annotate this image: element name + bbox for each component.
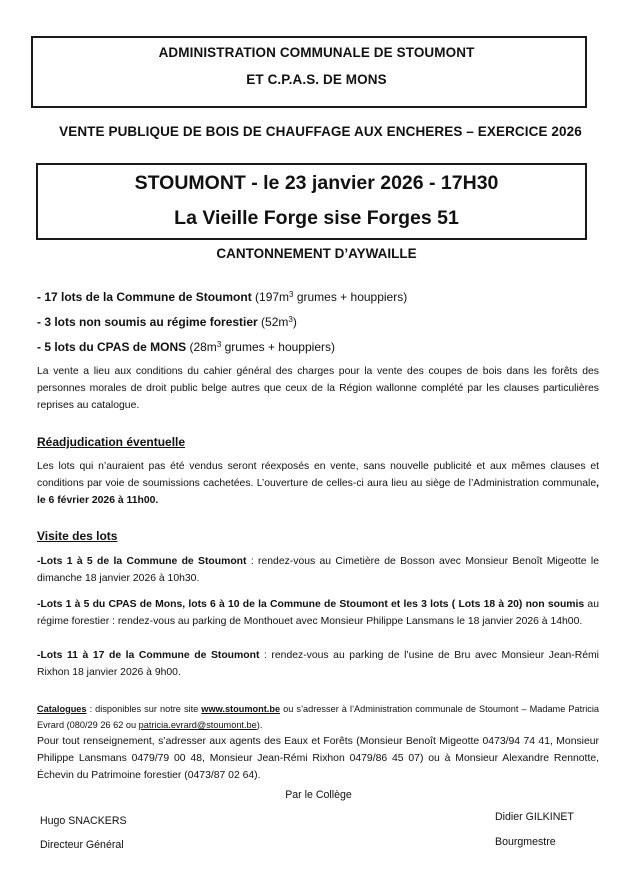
signature-left-name: Hugo SNACKERS [40, 815, 127, 827]
lot-item: - 3 lots non soumis au régime forestier $(52m^3)$ [37, 315, 297, 329]
email-link[interactable]: patricia.evrard@stoumont.be [138, 720, 257, 730]
event-location: La Vieille Forge sise Forges 51 [174, 207, 459, 229]
readjudication-heading: Réadjudication éventuelle [37, 435, 186, 449]
page-title: VENTE PUBLIQUE DE BOIS DE CHAUFFAGE AUX ENCHERES – EXERCICE 2026 [59, 124, 582, 139]
cantonnement: CANTONNEMENT D’AYWAILLE [216, 246, 417, 261]
lot-item: - 17 lots de la Commune de Stoumont ($197m^3$ grumes + houppiers) [37, 290, 408, 304]
website-link[interactable]: www.stoumont.be [201, 704, 281, 714]
signature-right-title: Bourgmestre [495, 836, 556, 848]
signature-by: Par le Collège [285, 789, 352, 801]
conditions-paragraph: La vente a lieu aux conditions du cahier général des charges pour la vente des coupes de bois dans les forêts des personnes morales de droit public belge autres que ceux de la Région wallonne complété par les clauses particulières reprises au catalogue. [37, 366, 599, 411]
header-line-1: ADMINISTRATION COMMUNALE DE STOUMONT [158, 45, 475, 60]
readjudication-paragraph: Les lots qui n’auraient pas été vendus seront réexposés en vente, sans nouvelle publicité et aux mêmes clauses et conditions par voie de soumissions cachetées. L’ouverture de celles-ci aura lieu au siège de l’Administration communale, le 6 février 2026 à 11h00. [37, 461, 599, 506]
signature-right-name: Didier GILKINET [495, 811, 574, 823]
event-date: STOUMONT - le 23 janvier 2026 - 17H30 [134, 172, 499, 194]
visit-item: -Lots 1 à 5 du CPAS de Mons, lots 6 à 10 de la Commune de Stoumont et les 3 lots ( Lots 18 à 20) non soumis au régime forestier : rendez-vous au parking de Monthouet avec Monsieur Philippe Lansmans le 18 janvier 2026 à 14h00. [37, 599, 599, 627]
catalogues-label: Catalogues [37, 704, 87, 714]
lot-item-bold: - 5 lots du CPAS de MONS [37, 340, 187, 354]
catalogues-paragraph: Catalogues : disponibles sur notre site www.stoumont.be ou s’adresser à l’Administration communale de Stoumont – Madame Patricia Evrard (080/29 26 62 ou patricia.evrard@stoumont.be). [37, 704, 599, 730]
visit-item: -Lots 1 à 5 de la Commune de Stoumont : rendez-vous au Cimetière de Bosson avec Monsieur Benoît Migeotte le dimanche 18 janvier 2026 à 10h30. [37, 556, 599, 584]
info-paragraph: Pour tout renseignement, s’adresser aux agents des Eaux et Forêts (Monsieur Benoît Migeotte 0473/94 74 41, Monsieur Philippe Lansmans 0479/79 00 48, Monsieur Jean-Rémi Rixhon 0479/86 45 07) ou à Monsieur Alexandre Rennotte, Échevin du Patrimoine forestier (0473/87 02 64). [37, 736, 599, 781]
visit-item: -Lots 11 à 17 de la Commune de Stoumont : rendez-vous au parking de l’usine de Bru avec Monsieur Jean-Rémi Rixhon 18 janvier 2026 à 9h00. [37, 650, 599, 678]
header-line-2: ET C.P.A.S. DE MONS [246, 72, 387, 87]
lot-item-bold: - 3 lots non soumis au régime forestier [37, 315, 258, 329]
lot-item: - 5 lots du CPAS de MONS ($28m^3$ grumes + houppiers) [37, 340, 335, 354]
signature-left-title: Directeur Général [40, 839, 124, 851]
lot-item-bold: - 17 lots de la Commune de Stoumont [37, 290, 252, 304]
readjudication-date: , le 6 février 2026 à 11h00. [37, 478, 599, 506]
visits-heading: Visite des lots [37, 529, 118, 543]
